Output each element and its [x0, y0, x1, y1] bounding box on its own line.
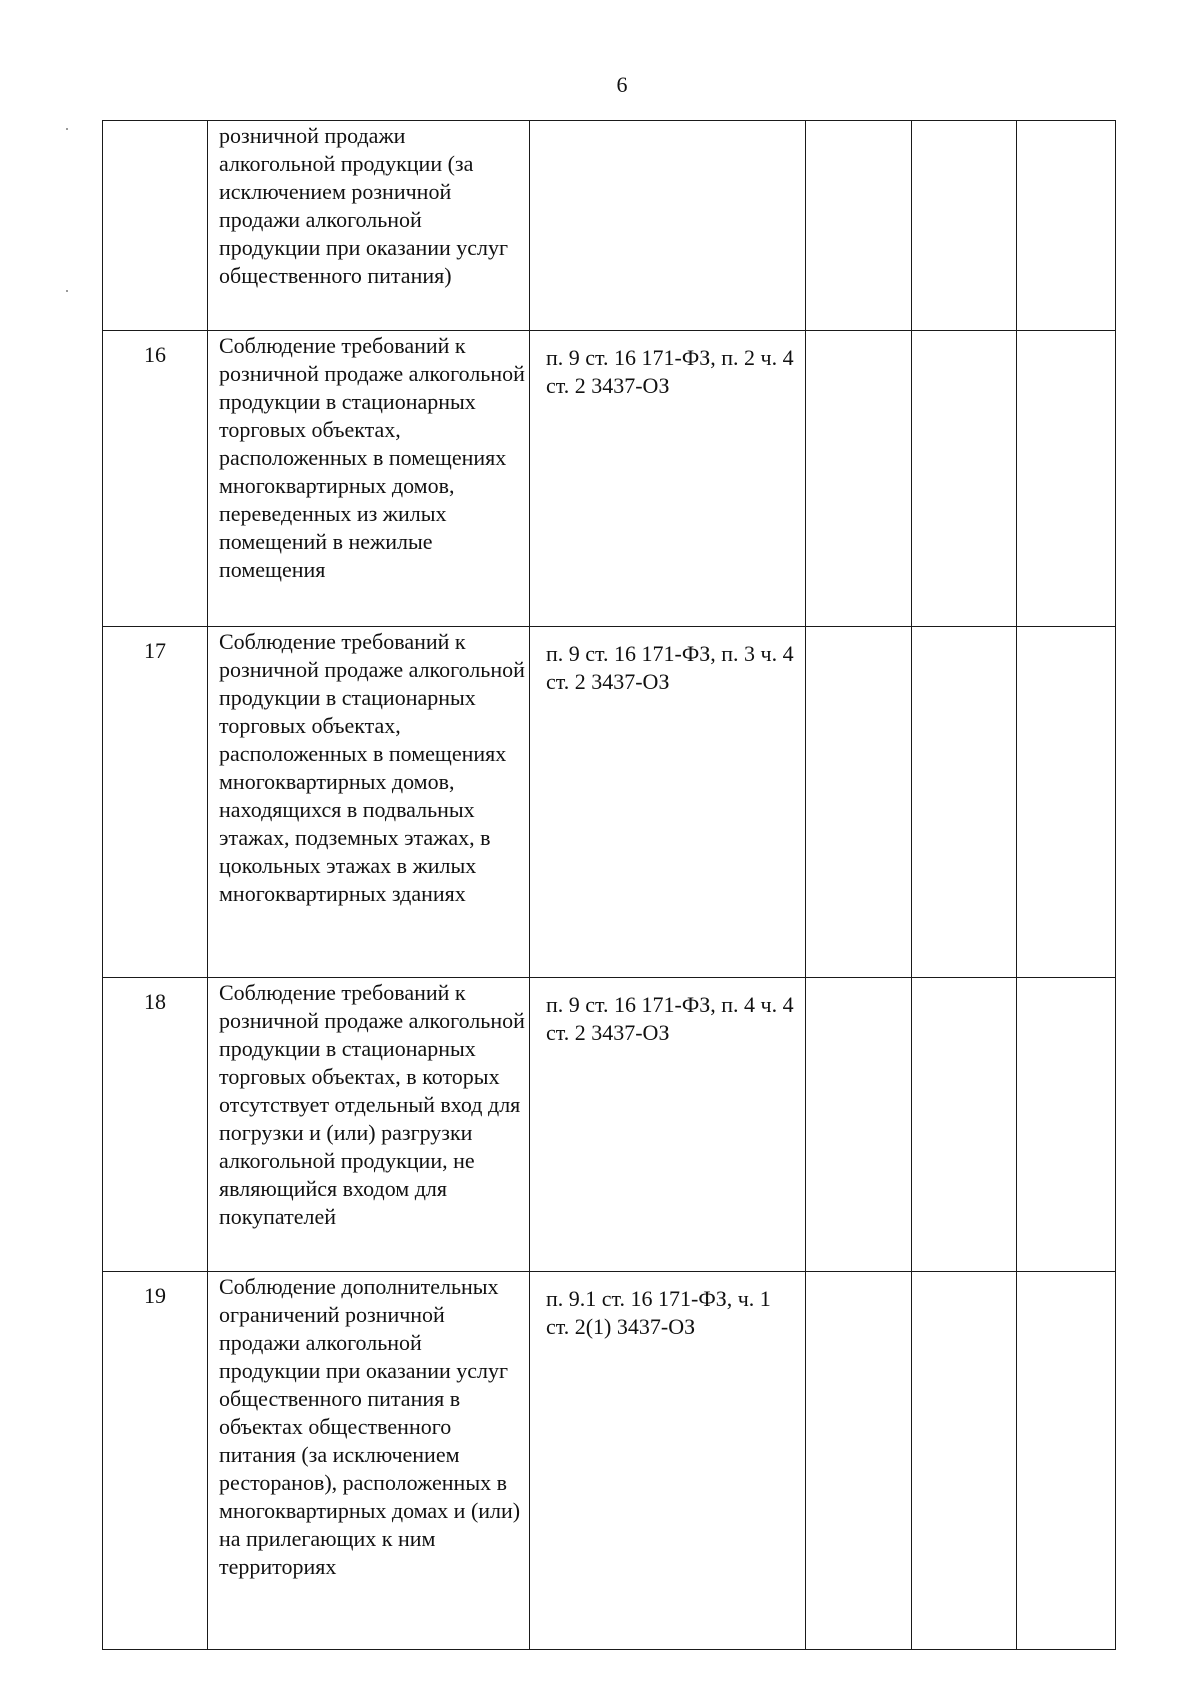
legal-reference-cell: п. 9 ст. 16 171-ФЗ, п. 2 ч. 4 ст. 2 3437-ОЗ: [530, 331, 806, 627]
empty-answer-cell: [1017, 121, 1116, 331]
row-number-cell: 19: [103, 1272, 208, 1650]
scan-speck: [66, 128, 68, 130]
empty-answer-cell: [912, 331, 1017, 627]
requirement-cell: Соблюдение требований к розничной продаже алкогольной продукции в стационарных торговых объектах, в которых отсутствует отдельный вход для погрузки и (или) разгрузки алкогольной продукции, не являющийся входом для покупателей: [208, 978, 530, 1272]
page-number: 6: [616, 72, 628, 97]
table-row: [103, 978, 1116, 1272]
legal-reference-cell: п. 9 ст. 16 171-ФЗ, п. 3 ч. 4 ст. 2 3437-ОЗ: [530, 627, 806, 978]
empty-answer-cell: [806, 121, 912, 331]
legal-reference-cell: [530, 121, 806, 331]
empty-answer-cell: [1017, 978, 1116, 1272]
empty-answer-cell: [806, 627, 912, 978]
empty-answer-cell: [912, 1272, 1017, 1650]
empty-answer-cell: [912, 121, 1017, 331]
row-number-cell: 16: [103, 331, 208, 627]
table-row: [103, 331, 1116, 627]
row-number-cell: 17: [103, 627, 208, 978]
requirement-cell: розничной продажи алкогольной продукции (за исключением розничной продажи алкогольной продукции при оказании услуг общественного питания): [208, 121, 530, 331]
requirement-cell: Соблюдение требований к розничной продаже алкогольной продукции в стационарных торговых объектах, расположенных в помещениях многоквартирных домов, находящихся в подвальных этажах, подземных этажах, в цокольных этажах в жилых многоквартирных зданиях: [208, 627, 530, 978]
table-row: [103, 121, 1116, 331]
table-row: [103, 1272, 1116, 1650]
empty-answer-cell: [912, 978, 1017, 1272]
row-number-cell: 18: [103, 978, 208, 1272]
inspection-checklist-table: [102, 120, 1116, 1650]
empty-answer-cell: [1017, 331, 1116, 627]
empty-answer-cell: [1017, 627, 1116, 978]
legal-reference-cell: п. 9.1 ст. 16 171-ФЗ, ч. 1 ст. 2(1) 3437-ОЗ: [530, 1272, 806, 1650]
legal-reference-cell: п. 9 ст. 16 171-ФЗ, п. 4 ч. 4 ст. 2 3437-ОЗ: [530, 978, 806, 1272]
empty-answer-cell: [1017, 1272, 1116, 1650]
requirement-cell: Соблюдение дополнительных ограничений розничной продажи алкогольной продукции при оказании услуг общественного питания в объектах общественного питания (за исключением ресторанов), расположенных в многоквартирных домах и (или) на прилегающих к ним территориях: [208, 1272, 530, 1650]
empty-answer-cell: [806, 331, 912, 627]
requirement-cell: Соблюдение требований к розничной продаже алкогольной продукции в стационарных торговых объектах, расположенных в помещениях многоквартирных домов, переведенных из жилых помещений в нежилые помещения: [208, 331, 530, 627]
empty-answer-cell: [806, 978, 912, 1272]
scan-speck: [66, 290, 68, 292]
row-number-cell: [103, 121, 208, 331]
table-row: [103, 627, 1116, 978]
empty-answer-cell: [912, 627, 1017, 978]
empty-answer-cell: [806, 1272, 912, 1650]
